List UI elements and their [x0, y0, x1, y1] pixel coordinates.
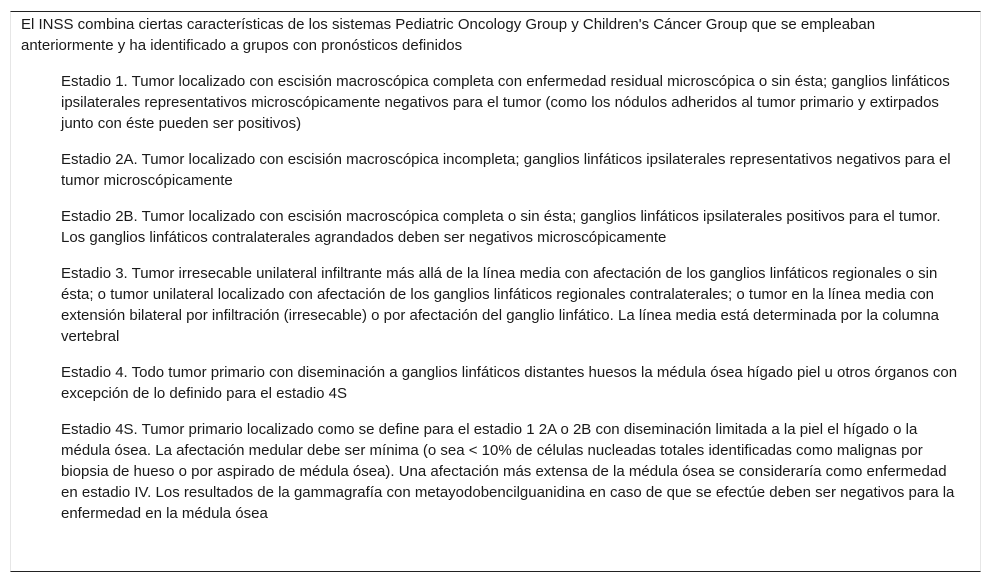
- stage-list: [61, 71, 963, 539]
- staging-table: [10, 11, 981, 572]
- stage-3: Estadio 3. Tumor irresecable unilateral infiltrante más allá de la línea media con afectación de los ganglios linfáticos regionales o sin ésta; o tumor unilateral localizado con afectación de los ganglios linfáticos regionales contralaterales; o tumor en la línea media con extensión bilateral por infiltración (irresecable) o por afectación del ganglio linfático. La línea media está determinada por la columna vertebral: [61, 265, 939, 345]
- stage-2a: Estadio 2A. Tumor localizado con escisión macroscópica incompleta; ganglios linfáticos ipsilaterales representativos negativos para el tumor microscópicamente: [61, 151, 951, 189]
- stage-4s: Estadio 4S. Tumor primario localizado como se define para el estadio 1 2A o 2B con diseminación limitada a la piel el hígado o la médula ósea. La afectación medular debe ser mínima (o sea < 10% de células nucleadas totales identificadas como malignas por biopsia de hueso o por aspirado de médula ósea). Una afectación más extensa de la médula ósea se consideraría como enfermedad en estadio IV. Los resultados de la gammagrafía con metayodobencilguanidina en caso de que se efectúe deben ser negativos para la enfermedad en la médula ósea: [61, 421, 955, 522]
- intro-paragraph: El INSS combina ciertas características de los sistemas Pediatric Oncology Group y Children's Cáncer Group que se empleaban anteriormente y ha identificado a grupos con pronósticos definidos: [21, 16, 876, 54]
- stage-1: Estadio 1. Tumor localizado con escisión macroscópica completa con enfermedad residual microscópica o sin ésta; ganglios linfáticos ipsilaterales representativos microscópicamente negativos para el tumor (como los nódulos adheridos al tumor primario y extirpados junto con éste pueden ser positivos): [61, 73, 950, 132]
- stage-2b: Estadio 2B. Tumor localizado con escisión macroscópica completa o sin ésta; ganglios linfáticos ipsilaterales positivos para el tumor. Los ganglios linfáticos contralaterales agrandados deben ser negativos microscópicamente: [61, 208, 941, 246]
- stage-4: Estadio 4. Todo tumor primario con diseminación a ganglios linfáticos distantes huesos la médula ósea hígado piel u otros órganos con excepción de lo definido para el estadio 4S: [61, 364, 958, 402]
